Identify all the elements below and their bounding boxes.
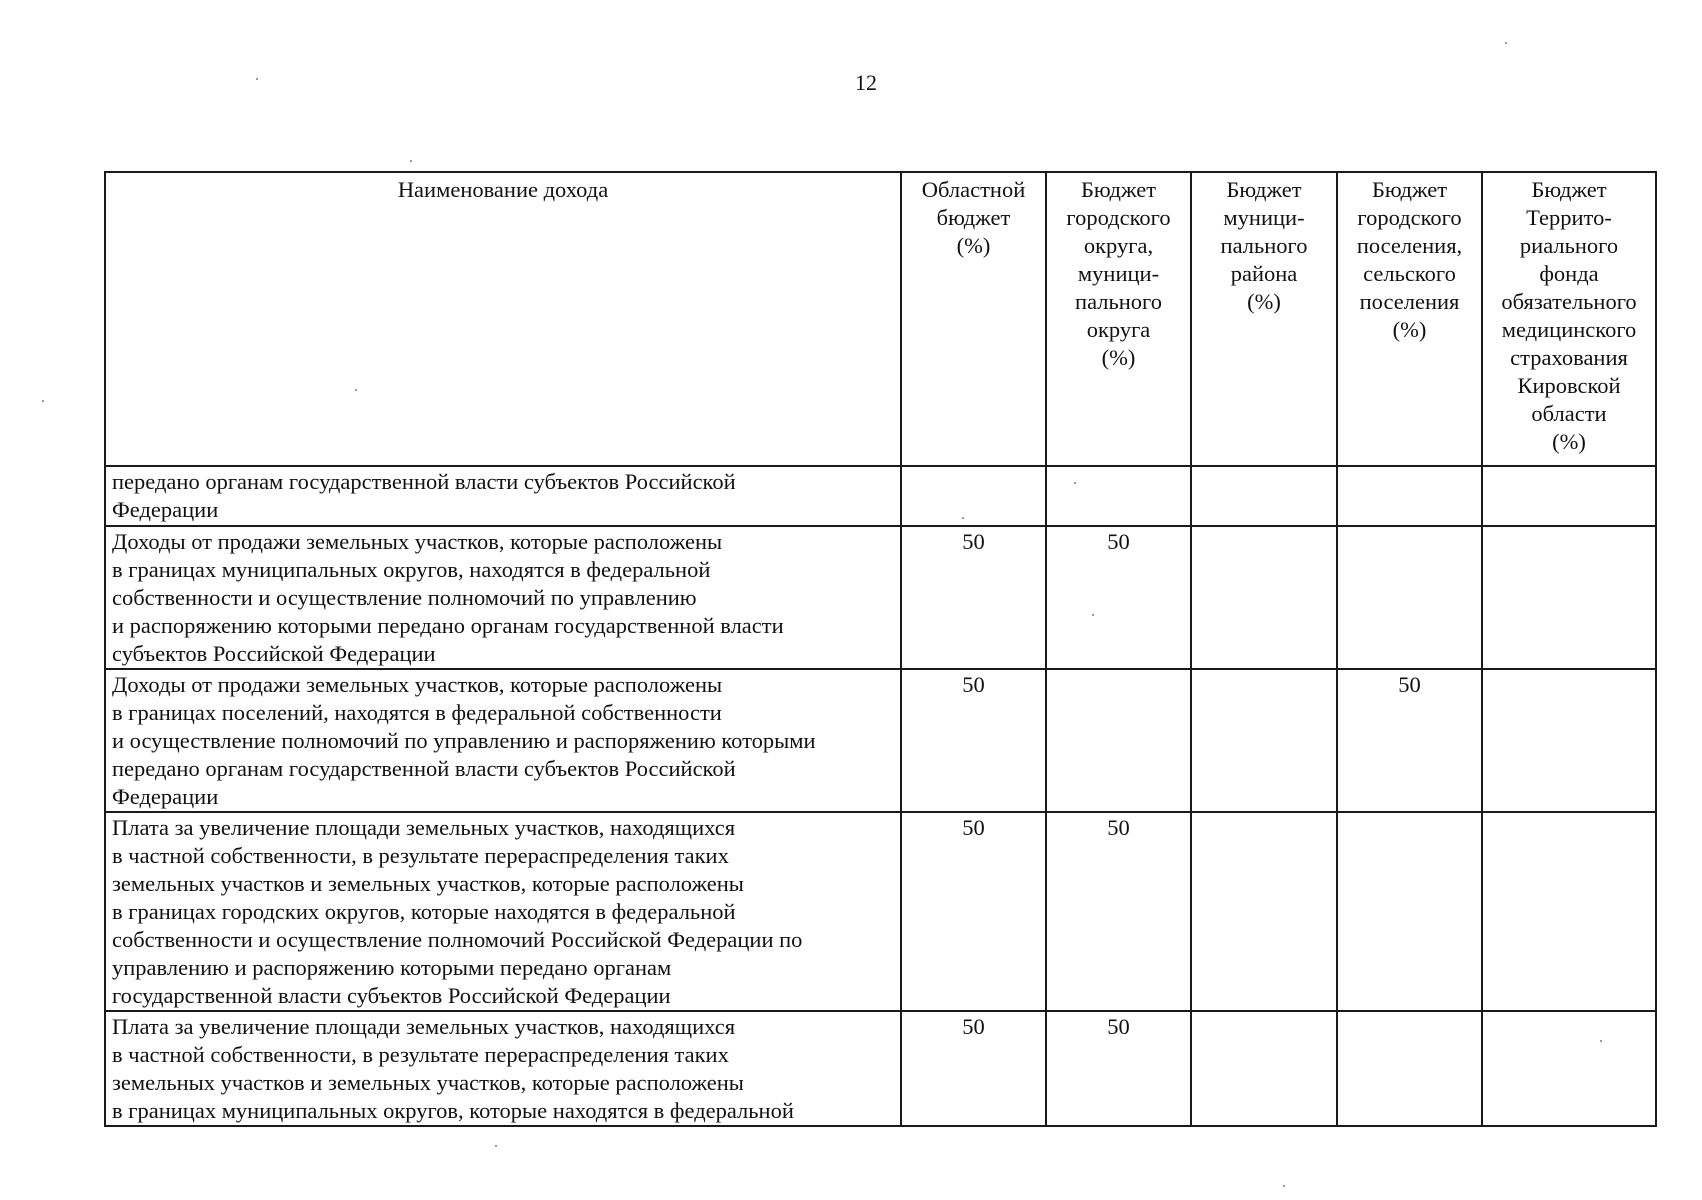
settlement-budget-cell: 50	[1337, 669, 1482, 812]
medical-insurance-fund-budget-cell	[1482, 526, 1656, 669]
page-number: 12	[855, 70, 877, 95]
city-district-budget-cell	[1046, 466, 1191, 526]
city-district-budget-cell	[1046, 669, 1191, 812]
table-row	[105, 669, 1656, 812]
municipal-area-budget-cell	[1191, 526, 1337, 669]
header-medical-insurance-fund-budget: Бюджет Террито- риального фонда обязательного медицинского страхования Кировской области (%)	[1482, 172, 1656, 466]
scan-speck	[410, 160, 412, 162]
table-row	[105, 526, 1656, 669]
revenue-name-cell: Плата за увеличение площади земельных участков, находящихся в частной собственности, в результате перераспределения таких земельных участков и земельных участков, которые расположены в границах муниципальных округов, которые находятся в федеральной	[105, 1011, 901, 1126]
settlement-budget-cell	[1337, 812, 1482, 1011]
scan-speck	[42, 400, 44, 402]
regional-budget-cell	[901, 466, 1046, 526]
scan-speck	[962, 517, 964, 519]
scan-speck	[1505, 42, 1507, 44]
header-revenue-name: Наименование дохода	[105, 172, 901, 466]
revenue-name-cell: Доходы от продажи земельных участков, которые расположены в границах муниципальных округов, находятся в федеральной собственности и осуществление полномочий по управлению и распоряжению которыми передано органам государственной власти субъектов Российской Федерации	[105, 526, 901, 669]
regional-budget-cell: 50	[901, 669, 1046, 812]
table-row	[105, 1011, 1656, 1126]
header-city-district-budget: Бюджет городского округа, муници- пального округа (%)	[1046, 172, 1191, 466]
revenue-distribution-table	[104, 171, 1657, 1127]
municipal-area-budget-cell	[1191, 466, 1337, 526]
scan-speck	[1074, 482, 1076, 484]
scan-speck	[1092, 614, 1094, 616]
table-header-row	[105, 172, 1656, 466]
scan-speck	[495, 1145, 497, 1147]
settlement-budget-cell	[1337, 466, 1482, 526]
municipal-area-budget-cell	[1191, 669, 1337, 812]
regional-budget-cell: 50	[901, 812, 1046, 1011]
scan-speck	[1283, 1185, 1285, 1187]
scan-speck	[1600, 1040, 1602, 1042]
scan-speck	[256, 78, 258, 80]
revenue-name-cell: Доходы от продажи земельных участков, которые расположены в границах поселений, находятся в федеральной собственности и осуществление полномочий по управлению и распоряжению которыми передано органам государственной власти субъектов Российской Федерации	[105, 669, 901, 812]
scan-speck	[355, 389, 357, 391]
revenue-name-cell: передано органам государственной власти субъектов Российской Федерации	[105, 466, 901, 526]
header-regional-budget: Областной бюджет (%)	[901, 172, 1046, 466]
settlement-budget-cell	[1337, 1011, 1482, 1126]
city-district-budget-cell: 50	[1046, 812, 1191, 1011]
city-district-budget-cell: 50	[1046, 526, 1191, 669]
table-row	[105, 466, 1656, 526]
header-settlement-budget: Бюджет городского поселения, сельского поселения (%)	[1337, 172, 1482, 466]
medical-insurance-fund-budget-cell	[1482, 669, 1656, 812]
regional-budget-cell: 50	[901, 526, 1046, 669]
municipal-area-budget-cell	[1191, 812, 1337, 1011]
city-district-budget-cell: 50	[1046, 1011, 1191, 1126]
medical-insurance-fund-budget-cell	[1482, 1011, 1656, 1126]
revenue-name-cell: Плата за увеличение площади земельных участков, находящихся в частной собственности, в результате перераспределения таких земельных участков и земельных участков, которые расположены в границах городских округов, которые находятся в федеральной собственности и осуществление полномочий Российской Федерации по управлению и распоряжению которыми передано органам государственной власти субъектов Российской Федерации	[105, 812, 901, 1011]
table-row	[105, 812, 1656, 1011]
medical-insurance-fund-budget-cell	[1482, 466, 1656, 526]
header-municipal-area-budget: Бюджет муници- пального района (%)	[1191, 172, 1337, 466]
settlement-budget-cell	[1337, 526, 1482, 669]
municipal-area-budget-cell	[1191, 1011, 1337, 1126]
medical-insurance-fund-budget-cell	[1482, 812, 1656, 1011]
regional-budget-cell: 50	[901, 1011, 1046, 1126]
